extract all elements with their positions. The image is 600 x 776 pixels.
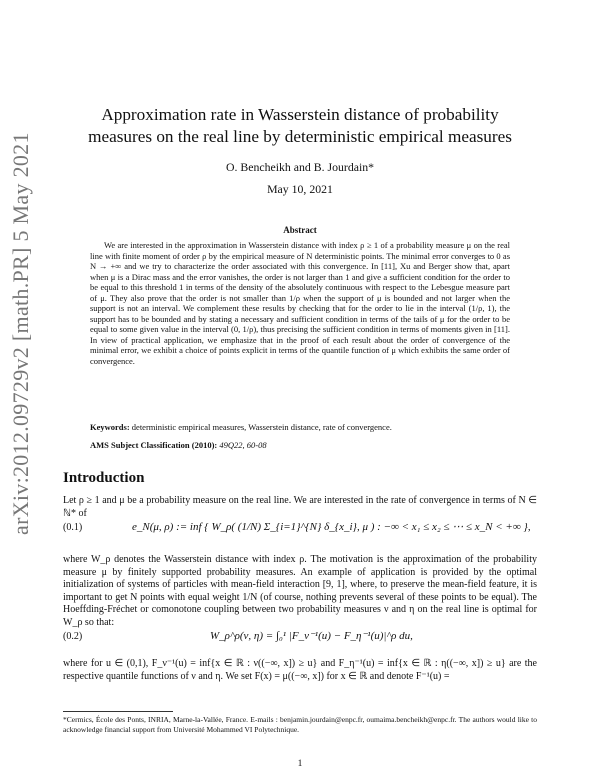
- equation-2: W_ρ^ρ(ν, η) = ∫₀¹ |F_ν⁻¹(u) − F_η⁻¹(u)|^ρ du,: [210, 630, 413, 642]
- ams-label: AMS Subject Classification (2010):: [90, 440, 218, 450]
- ams-value: 49Q22, 60-08: [219, 440, 267, 450]
- equation-1-number: (0.1): [63, 522, 83, 533]
- section-title: Introduction: [63, 470, 145, 486]
- equation-1: e_N(μ, ρ) := inf { W_ρ( (1/N) Σ_{i=1}^{N} δ_{x_i}, μ ) : −∞ < x₁ ≤ x₂ ≤ ⋯ ≤ x_N < +∞ },: [132, 521, 531, 533]
- footnote: *Cermics, École des Ponts, INRIA, Marne-la-Vallée, France. E-mails : benjamin.jourdain@enpc.fr, oumaima.bencheikh@enpc.fr. The authors would like to acknowledge financial support from Université Mohammed VI Polytechnique.: [63, 715, 537, 734]
- footnote-rule: [63, 711, 173, 712]
- paper-title: [60, 104, 540, 148]
- intro-paragraph-2: where W_ρ denotes the Wasserstein distance with index ρ. The motivation is the approximation of the probability measure μ by finitely supported probability measures. An example of application is provided by the optimal initialization of systems of particles with mean-field interaction [9, 1], where, to preserve the mean-field feature, it is important to get N points with equal weight 1/N (of course, nothing prevents several of these points to be equal). The Hoeffding-Fréchet or comonotone coupling between two probability measures ν and η on the real line is optimal for W_ρ so that:: [63, 554, 537, 628]
- equation-2-number: (0.2): [63, 631, 83, 642]
- keywords-value: deterministic empirical measures, Wasserstein distance, rate of convergence.: [131, 422, 392, 432]
- abstract-heading: Abstract: [283, 225, 317, 235]
- abstract-text: We are interested in the approximation in Wasserstein distance with index ρ ≥ 1 of a probability measure μ on the real line with finite moment of order ρ by the empirical measure of N deterministic points. The minimal error converges to 0 as N → +∞ and we try to characterize the order associated with this convergence. In [11], Xu and Berger show that, apart when μ is a Dirac mass and the error vanishes, the order is not larger than 1 and give a sufficient condition for the order to be equal to this threshold 1 in terms of the density of the absolutely continuous with respect to the Lebesgue measure part of μ. They also prove that the order is not smaller than 1/ρ when the support of μ is bounded and not larger when the support is not an interval. We complement these results by checking that for the order to lie in the interval (1/ρ, 1), the support has to be bounded and by stating a necessary and sufficient condition in terms of the tails of μ for the order to be equal to some given value in the interval (0, 1/ρ), thus precising the sufficient condition in terms of moments given in [11]. In view of practical application, we emphasize that in the proof of each result about the order of convergence of the minimal error, we exhibit a choice of points explicit in terms of the quantile function of μ which exhibits the same order of convergence.: [90, 240, 510, 366]
- page-number: 1: [297, 759, 303, 769]
- keywords-label: Keywords:: [90, 422, 130, 432]
- authors: O. Bencheikh and B. Jourdain*: [225, 160, 375, 174]
- title-line-2: measures on the real line by deterministic empirical measures: [88, 127, 512, 146]
- intro-paragraph-3: where for u ∈ (0,1), F_ν⁻¹(u) = inf{x ∈ ℝ : ν((−∞, x]) ≥ u} and F_η⁻¹(u) = inf{x ∈ ℝ : η((−∞, x]) ≥ u} are the respective quantile functions of ν and η. We set F(x) = μ((−∞, x]) for x ∈ ℝ and denote F⁻¹(u) =: [63, 658, 537, 682]
- arxiv-sidebar-identifier: arXiv:2012.09729v2 [math.PR] 5 May 2021: [8, 132, 33, 535]
- ams-classification: [90, 440, 510, 450]
- keywords: [90, 422, 510, 432]
- date: May 10, 2021: [267, 182, 333, 196]
- intro-paragraph-1: Let ρ ≥ 1 and μ be a probability measure on the real line. We are interested in the rate of convergence in terms of N ∈ ℕ* of: [63, 495, 537, 519]
- title-line-1: Approximation rate in Wasserstein distance of probability: [101, 105, 499, 124]
